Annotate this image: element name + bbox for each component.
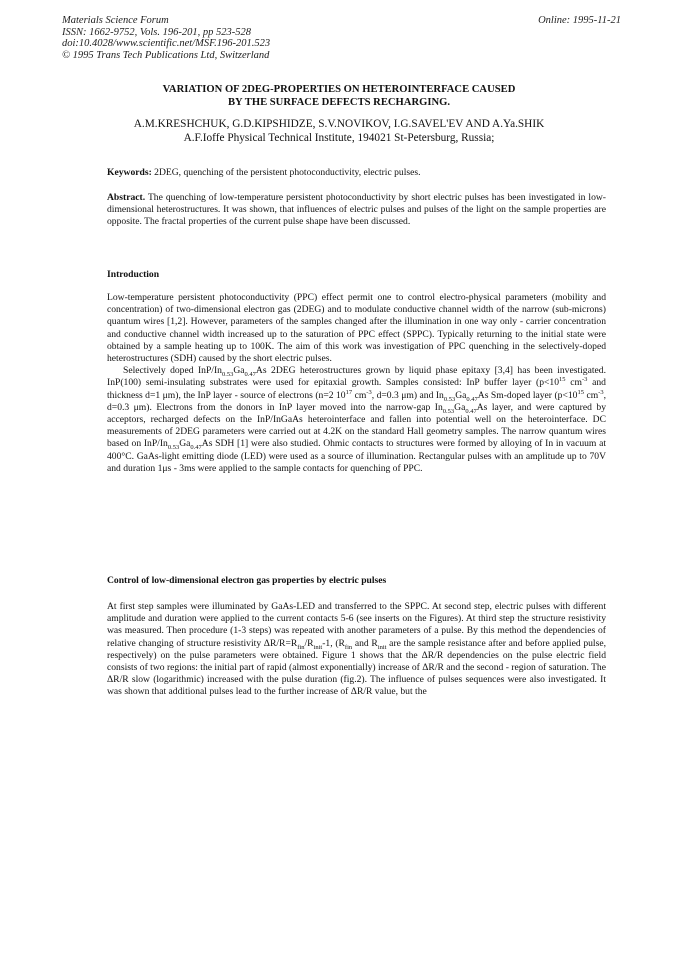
paper-title xyxy=(0,83,678,109)
intro-paragraph-2: Selectively doped InP/$In_{0.53}Ga_{0.47}As$ 2DEG heterostructures grown by liquid phase epitaxy [3,4] has been investigated. InP(100) semi-insulating substrates were used for epitaxial growth. Samples consisted: InP buffer layer ($p<10^{15}$ $cm^{-3}$ and thickness d=1 μm), the InP layer - source of electrons (n=2 $10^{17}$ $cm^{-3}$, d=0.3 μm) and $In_{0.53}Ga_{0.47}As$ Sm-doped layer ($p<10^{15}$ $cm^{-3}$, d=0.3 μm). Electrons from the donors in InP layer moved into the narrow-gap $In_{0.53}Ga_{0.47}As$ layer, and were captured by acceptors, recharged defects on the InP/InGaAs heterointerface and fallen into potential well on the heterointerface. DC measurements of 2DEG parameters were carried out at 4.2K on the standard Hall geometry samples. The narrow quantum wires based on InP/$In_{0.53}Ga_{0.47}As$ SDH [1] were also studied. Ohmic contacts to structures were formed by alloying of In in vacuum at 400°C. GaAs-light emitting diode (LED) were used as a source of illumination. Rectangular pulses with an amplitude up to 70V and duration 1μs - 3ms were applied to the sample contacts for quenching of PPC. xyxy=(107,365,607,474)
control-heading: Control of low-dimensional electron gas properties by electric pulses xyxy=(107,575,387,586)
introduction-heading: Introduction xyxy=(107,269,160,280)
doi-line[interactable]: doi:10.4028/www.scientific.net/MSF.196-201.523 xyxy=(62,38,271,50)
abstract-label: Abstract. xyxy=(107,192,146,203)
keywords-text: 2DEG, quenching of the persistent photoconductivity, electric pulses. xyxy=(154,167,421,178)
abstract xyxy=(107,192,606,229)
keywords-label: Keywords: xyxy=(107,167,152,178)
author-affiliation: A.F.Ioffe Physical Technical Institute, 194021 St-Petersburg, Russia; xyxy=(183,131,495,144)
author-names: A.M.KRESHCHUK, G.D.KIPSHIDZE, S.V.NOVIKOV, I.G.SAVEL'EV AND A.Ya.SHIK xyxy=(133,118,545,130)
control-body xyxy=(107,601,606,699)
issn-line: ISSN: 1662-9752, Vols. 196-201, pp 523-528 xyxy=(62,26,251,38)
title-line-1: VARIATION OF 2DEG-PROPERTIES ON HETEROINTERFACE CAUSED xyxy=(162,84,516,95)
title-line-2: BY THE SURFACE DEFECTS RECHARGING. xyxy=(227,97,450,108)
control-paragraph: At first step samples were illuminated by GaAs-LED and transferred to the SPPC. At second step, electric pulses with different amplitude and duration were applied to the current contacts 5-6 (see inserts on the Figures). At third step the structure resistivity was measured. Then procedure (1-3 steps) was repeated with another parameters of a pulse. By this method the dependencies of relative changing of structure resistivity $\Delta R/R=R_{fin}/R_{init}-1$, ($R_{fin}$ and $R_{init}$ are the sample resistance after and before applied pulse, respectively) on the pulse parameters were obtained. Figure 1 shows that the ΔR/R dependencies on the pulse electric field consists of two regions: the initial part of rapid (almost exponentially) increase of ΔR/R and the second - region of saturation. The ΔR/R slow (logarithmic) increased with the pulse duration (fig.2). The influence of pulses sequences were also investigated. It was shown that additional pulses lead to the further increase of ΔR/R value, but the xyxy=(107,601,606,698)
journal-header xyxy=(62,15,270,61)
intro-paragraph-1: Low-temperature persistent photoconductivity (PPC) effect permit one to control electro-physical parameters (mobility and concentration) of two-dimensional electron gas (2DEG) and to modulate conductive channel width of the narrow (sub-microns) quantum wires [1,2]. However, parameters of the samples changed after the illumination in one way only - carrier concentration and conductive channel width increased up to the saturation of PPC effect (SPPC). Typically returning to the initial state were obtained by a sample heating up to 100K. The aim of this work was investigation of PPC quenching in the selectively-doped heterostructures (SDH) caused by the short electric pulses. xyxy=(107,292,606,365)
online-date: Online: 1995-11-21 xyxy=(538,15,621,26)
introduction-body xyxy=(107,292,606,475)
journal-name: Materials Science Forum xyxy=(62,15,169,26)
abstract-text: The quenching of low-temperature persistent photoconductivity by short electric pulses has been investigated in low-dimensional heterostructures. It was shown, that influences of electric pulses and pulses of the light on the sample properties are opposite. The fractal properties of the current pulse shape have been discussed. xyxy=(107,192,606,228)
author-block xyxy=(0,118,678,145)
keywords xyxy=(107,167,606,179)
copyright-line: © 1995 Trans Tech Publications Ltd, Switzerland xyxy=(62,49,270,61)
